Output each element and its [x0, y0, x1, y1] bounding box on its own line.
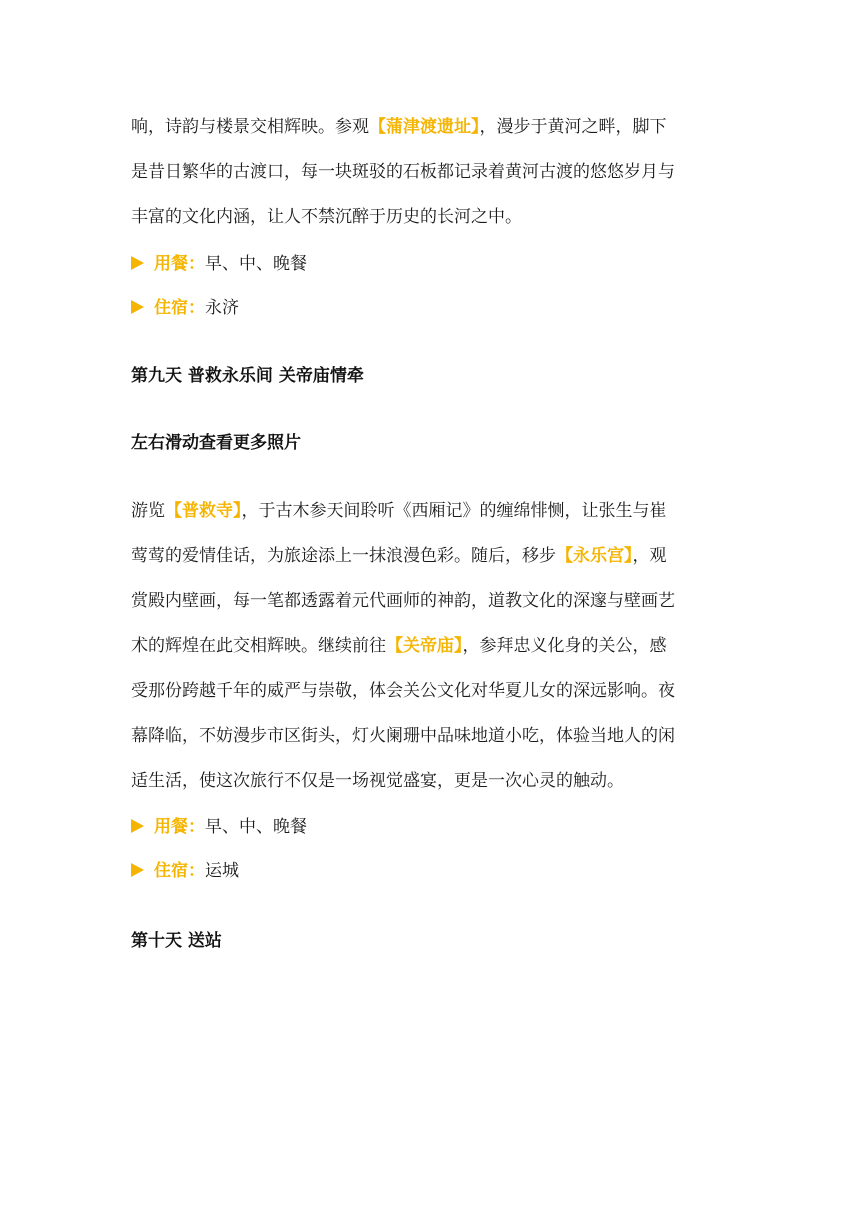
- triangle-bullet-icon: [131, 863, 144, 877]
- place-highlight: 【普救寺】: [165, 501, 242, 521]
- stay-label: 住宿：: [154, 298, 205, 318]
- paragraph-line: 是昔日繁华的古渡口，每一块斑驳的石板都记录着黄河古渡的悠悠岁月与: [131, 162, 675, 182]
- paragraph-line: 响，诗韵与楼景交相辉映。参观【蒲津渡遗址】，漫步于黄河之畔，脚下: [131, 117, 667, 137]
- stay-label: 住宿：: [154, 861, 205, 881]
- place-highlight: 【关帝庙】: [386, 636, 463, 656]
- paragraph-line: 幕降临，不妨漫步市区街头，灯火阑珊中品味地道小吃，体验当地人的闲: [131, 726, 675, 746]
- paragraph-line: 受那份跨越千年的威严与崇敬，体会关公文化对华夏儿女的深远影响。夜: [131, 681, 675, 701]
- meal-info-row: [131, 252, 307, 276]
- paragraph-day9: [131, 489, 731, 804]
- stay-value: 运城: [205, 861, 239, 881]
- stay-value: 永济: [205, 298, 239, 318]
- paragraph-line: 丰富的文化内涵，让人不禁沉醉于历史的长河之中。: [131, 207, 522, 227]
- meal-label: 用餐：: [154, 817, 205, 837]
- meal-info-row: [131, 815, 307, 839]
- day9-title: 第九天 普救永乐间 关帝庙情牵: [131, 366, 364, 386]
- paragraph-puji-ferry: [131, 105, 731, 240]
- triangle-bullet-icon: [131, 300, 144, 314]
- paragraph-line: 适生活，使这次旅行不仅是一场视觉盛宴，更是一次心灵的触动。: [131, 771, 624, 791]
- meal-label: 用餐：: [154, 254, 205, 274]
- triangle-bullet-icon: [131, 819, 144, 833]
- paragraph-line: 术的辉煌在此交相辉映。继续前往【关帝庙】，参拜忠义化身的关公，感: [131, 636, 667, 656]
- place-highlight: 【蒲津渡遗址】: [369, 117, 480, 137]
- triangle-bullet-icon: [131, 256, 144, 270]
- stay-info-row: [131, 296, 239, 320]
- meal-value: 早、中、晚餐: [205, 817, 307, 837]
- stay-info-row: [131, 859, 239, 883]
- paragraph-line: 赏殿内壁画，每一笔都透露着元代画师的神韵，道教文化的深邃与壁画艺: [131, 591, 675, 611]
- day10-title: 第十天 送站: [131, 931, 222, 951]
- paragraph-line: 莺莺的爱情佳话，为旅途添上一抹浪漫色彩。随后，移步【永乐宫】，观: [131, 546, 667, 566]
- swipe-hint: 左右滑动查看更多照片: [131, 433, 301, 453]
- meal-value: 早、中、晚餐: [205, 254, 307, 274]
- place-highlight: 【永乐宫】: [556, 546, 633, 566]
- paragraph-line: 游览【普救寺】，于古木参天间聆听《西厢记》的缠绵悱恻，让张生与崔: [131, 501, 667, 521]
